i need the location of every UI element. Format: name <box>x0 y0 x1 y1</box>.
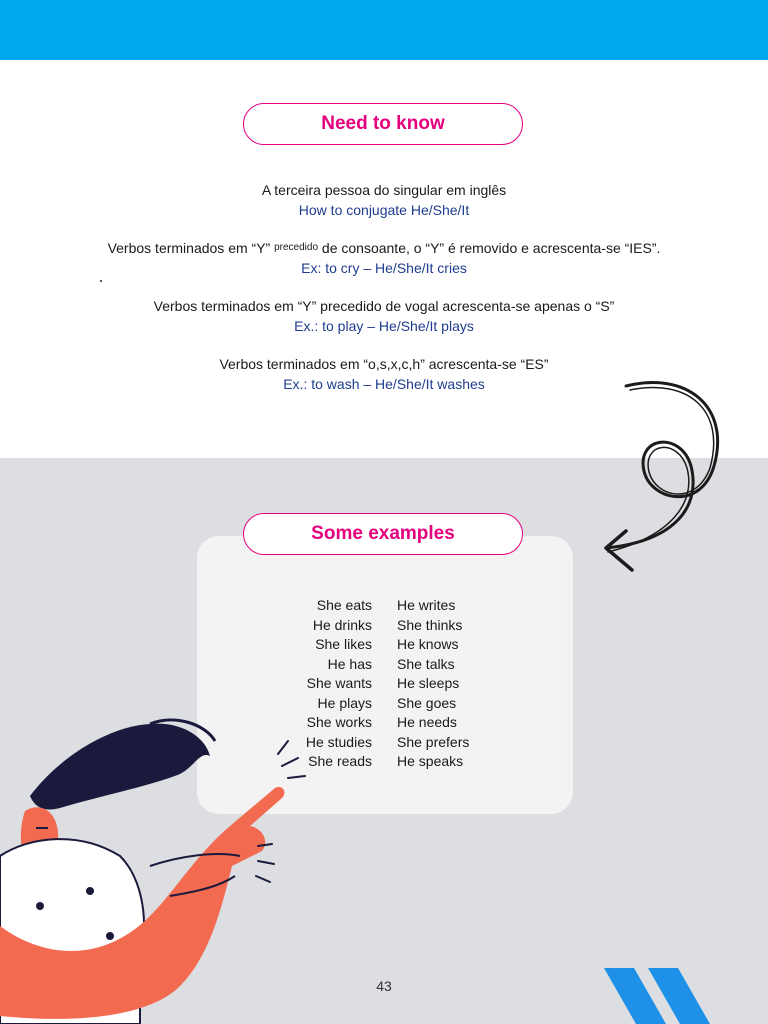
pointing-woman-illustration <box>0 716 310 1024</box>
example-item: She prefers <box>397 733 470 750</box>
curly-arrow-icon <box>596 376 736 582</box>
example-item: He plays <box>317 694 372 711</box>
example-item: He drinks <box>312 616 372 633</box>
rule-text: Verbos terminados em “Y” precedido de vogal acrescenta-se apenas o “S” <box>153 298 615 314</box>
rule-text-part: Verbos terminados em “Y” <box>107 240 275 256</box>
some-examples-header <box>243 513 523 555</box>
example-item: He knows <box>397 636 459 652</box>
rule-text: Verbos terminados em “o,s,x,c,h” acrescenta-se “ES” <box>219 356 549 372</box>
example-item: He sleeps <box>397 675 460 691</box>
example-item: He writes <box>397 597 456 613</box>
rule-example: How to conjugate He/She/It <box>298 202 470 218</box>
example-item: He needs <box>397 714 457 730</box>
example-item: She talks <box>397 655 455 672</box>
example-item: She goes <box>397 694 457 711</box>
rule-text <box>0 238 768 258</box>
rule-text-small: precedido <box>274 242 319 253</box>
need-to-know-title: Need to know <box>321 113 445 134</box>
example-item: He studies <box>305 733 372 750</box>
example-item: He has <box>327 655 372 672</box>
need-to-know-header <box>243 103 523 145</box>
stray-dot <box>100 280 102 282</box>
examples-right-column <box>397 596 547 772</box>
blue-stripes-decoration <box>600 968 768 1024</box>
rule-example: Ex.: to play – He/She/It plays <box>294 318 474 334</box>
rule-example: Ex: to cry – He/She/It cries <box>301 260 467 276</box>
example-item: She eats <box>316 597 372 613</box>
top-color-band <box>0 0 768 60</box>
rule-text: A terceira pessoa do singular em inglês <box>261 182 507 198</box>
rule-text-part: de consoante, o “Y” é removido e acrescenta-se “IES”. <box>318 240 661 256</box>
some-examples-title: Some examples <box>311 523 455 544</box>
example-item: She likes <box>315 636 372 652</box>
rule-y-consonant <box>0 238 768 278</box>
rule-y-vowel <box>0 296 768 336</box>
page-number: 43 <box>376 978 392 994</box>
example-item: She wants <box>306 675 372 691</box>
example-item: She works <box>306 714 372 730</box>
rule-example: Ex.: to wash – He/She/It washes <box>283 376 485 392</box>
example-item: He speaks <box>397 753 464 769</box>
example-item: She reads <box>308 753 372 769</box>
example-item: She thinks <box>397 616 463 633</box>
rule-third-person <box>0 180 768 220</box>
